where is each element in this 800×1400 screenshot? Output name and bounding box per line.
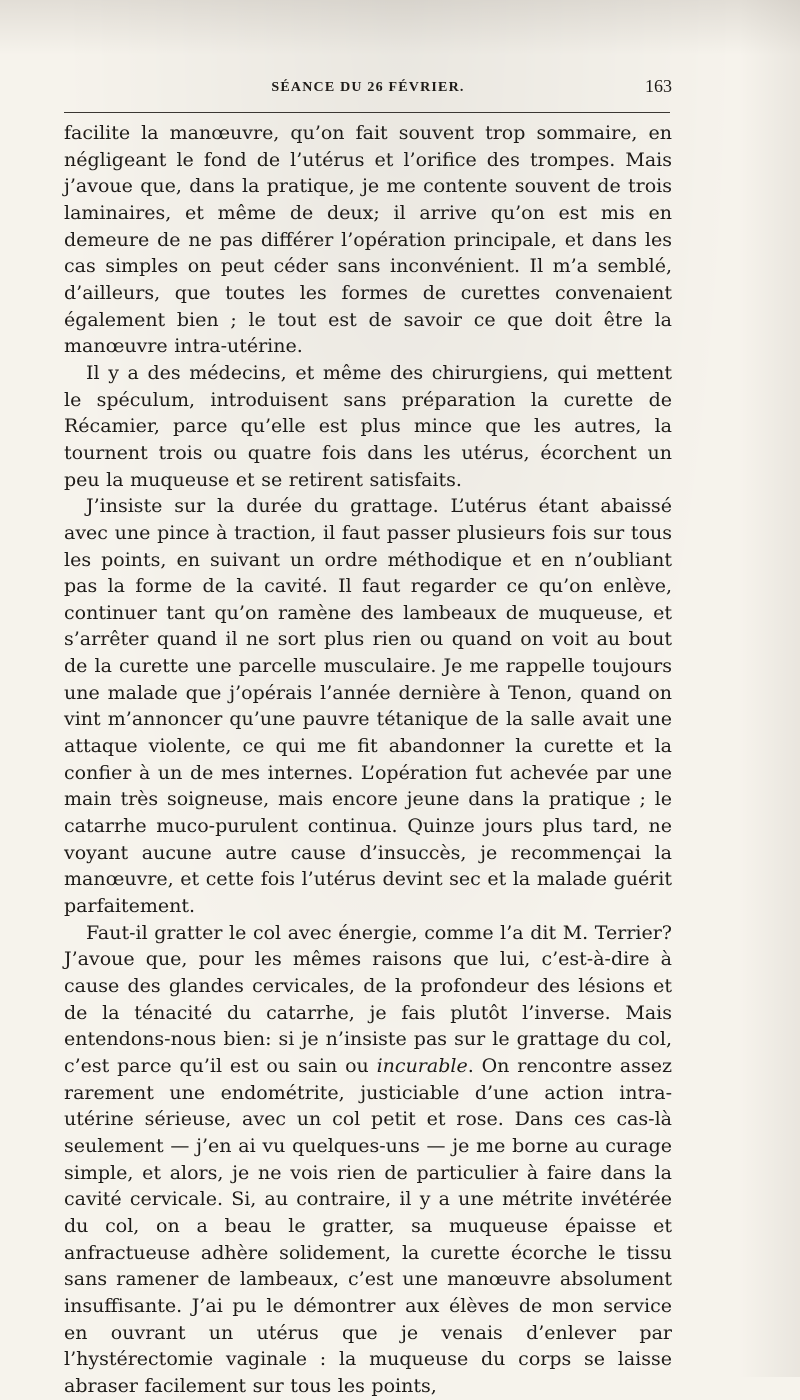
- paragraph-col: [64, 920, 672, 1400]
- page-edge-shadow-right: [740, 0, 800, 1377]
- italic-word: incurable: [376, 1054, 468, 1077]
- body-text: [64, 120, 672, 1400]
- paragraph-medecins: Il y a des médecins, et même des chirurgiens, qui mettent le spéculum, introduisent sans préparation la curette de Récamier, parce qu’elle est plus mince que les autres, la tournent trois ou quatre fois dans les utérus, écorchent un peu la muqueuse et se retirent satisfaits.: [64, 361, 672, 491]
- page-number: 163: [645, 76, 672, 96]
- paragraph-col-text-2: . On rencontre assez rarement une endométrite, justiciable d’une action intra-utérine sérieuse, avec un col petit et rose. Dans ces cas-là seulement — j’en ai vu quelques-uns — je me borne au curage simple, et alors, je ne vois rien de particulier à faire dans la cavité cervicale. Si, au contraire, il y a une métrite invétérée du col, on a beau le gratter, sa muqueuse épaisse et anfractueuse adhère solidement, la curette écorche le tissu sans ramener de lambeaux, c’est une manœuvre absolument insuffisante. J’ai pu le démontrer aux élèves de mon service en ouvrant un utérus que je venais d’enlever par l’hystérectomie vaginale : la muqueuse du corps se laisse abraser facilement sur tous les points,: [64, 1054, 672, 1397]
- paragraph-col-text-1: Faut-il gratter le col avec énergie, comme l’a dit M. Terrier? J’avoue que, pour les mêmes raisons que lui, c’est-à-dire à cause des glandes cervicales, de la profondeur des lésions et de la ténacité du catarrhe, je fais plutôt l’inverse. Mais entendons-nous bien: si je n’insiste pas sur le grattage du col, c’est parce qu’il est ou sain ou: [64, 921, 672, 1077]
- header-rule: [64, 112, 670, 113]
- paragraph-grattage: J’insiste sur la durée du grattage. L’utérus étant abaissé avec une pince à traction, il faut passer plusieurs fois sur tous les points, en suivant un ordre méthodique et en n’oubliant pas la forme de la cavité. Il faut regarder ce qu’on enlève, continuer tant qu’on ramène des lambeaux de muqueuse, et s’arrêter quand il ne sort plus rien ou quand on voit au bout de la curette une parcelle musculaire. Je me rappelle toujours une malade que j’opérais l’année dernière à Tenon, quand on vint m’annoncer qu’une pauvre tétanique de la salle avait une attaque violente, ce qui me fit abandonner la curette et la confier à un de mes internes. L’opération fut achevée par une main très soigneuse, mais encore jeune dans la pratique ; le catarrhe muco-purulent continua. Quinze jours plus tard, ne voyant aucune autre cause d’insuccès, je recommençai la manœuvre, et cette fois l’utérus devint sec et la malade guérit parfaitement.: [64, 495, 672, 918]
- page-header: [64, 76, 672, 102]
- running-head: SÉANCE DU 26 FÉVRIER.: [271, 80, 465, 95]
- page-edge-shadow-top: [0, 0, 800, 55]
- paragraph-continued: facilite la manœuvre, qu’on fait souvent trop sommaire, en négligeant le fond de l’utérus et l’orifice des trompes. Mais j’avoue que, dans la pratique, je me contente souvent de trois laminaires, et même de deux; il arrive qu’on est mis en demeure de ne pas différer l’opération principale, et dans les cas simples on peut céder sans inconvénient. Il m’a semblé, d’ailleurs, que toutes les formes de curettes convenaient également bien ; le tout est de savoir ce que doit être la manœuvre intra-utérine.: [64, 122, 672, 358]
